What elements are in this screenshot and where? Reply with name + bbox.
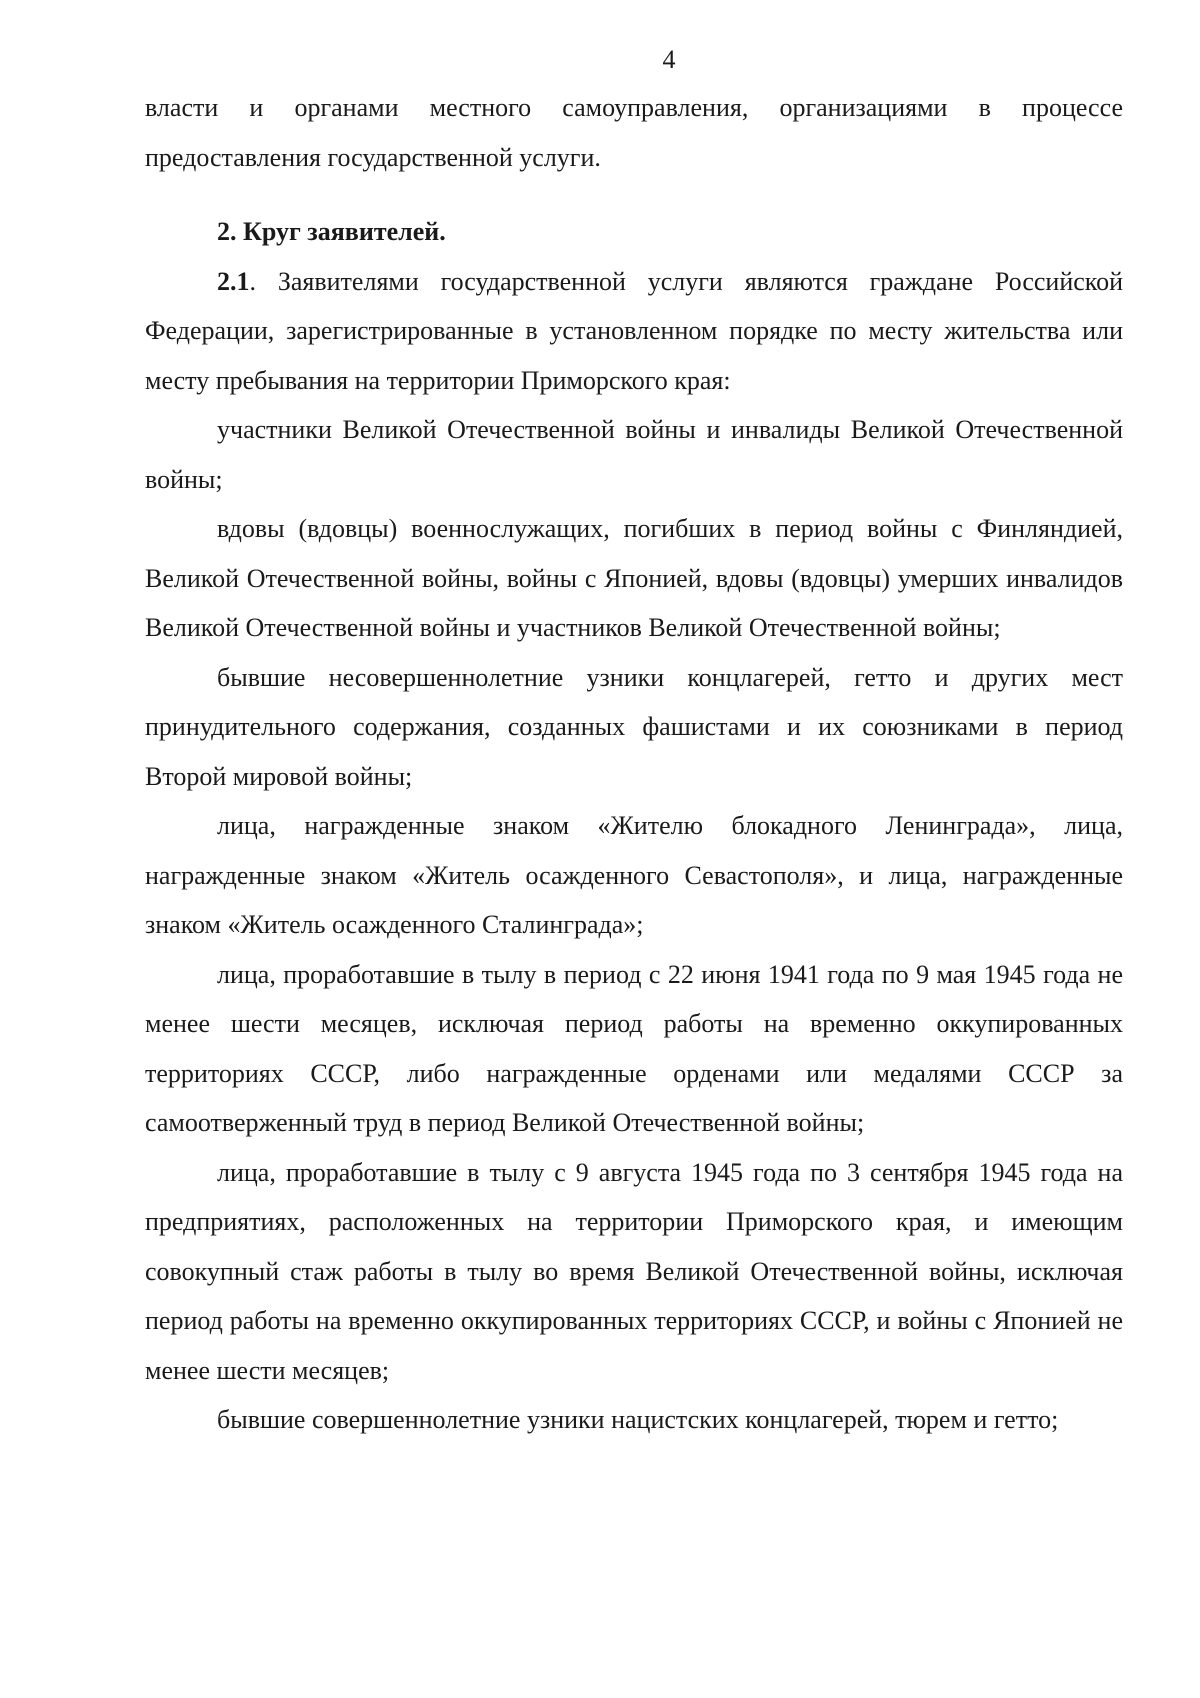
clause-number: 2.1 <box>217 266 250 296</box>
list-item: бывшие несовершеннолетние узники концлагерей, гетто и других мест принудительного содержания, созданных фашистами и их союзниками в период Второй мировой войны; <box>145 662 1123 791</box>
list-item: лица, проработавшие в тылу с 9 августа 1945 года по 3 сентября 1945 года на предприятиях, расположенных на территории Приморского края, и имеющим совокупный стаж работы в тылу во время Великой Отечественной войны, исключая период работы на временно оккупированных территориях СССР, и войны с Японией не менее шести месяцев; <box>145 1157 1123 1385</box>
clause-paragraph <box>145 257 1123 406</box>
page-number: 4 <box>662 45 676 74</box>
list-item: вдовы (вдовцы) военнослужащих, погибших в период войны с Финляндией, Великой Отечественной войны, войны с Японией, вдовы (вдовцы) умерших инвалидов Великой Отечественной войны и участников Великой Отечественной войны; <box>145 514 1123 642</box>
list-item: участники Великой Отечественной войны и инвалиды Великой Отечественной войны; <box>145 415 1123 494</box>
section-heading: 2. Круг заявителей. <box>217 217 446 246</box>
list-item: бывшие совершеннолетние узники нацистских концлагерей, тюрем и гетто; <box>217 1405 1059 1434</box>
list-item: лица, награжденные знаком «Жителю блокадного Ленинграда», лица, награжденные знаком «Житель осажденного Севастополя», и лица, награжденные знаком «Житель осажденного Сталинграда»; <box>145 811 1123 939</box>
list-item: лица, проработавшие в тылу в период с 22 июня 1941 года по 9 мая 1945 года не менее шести месяцев, исключая период работы на временно оккупированных территориях СССР, либо награжденные орденами или медалями СССР за самоотверженный труд в период Великой Отечественной войны; <box>145 959 1123 1137</box>
document-body <box>145 83 1123 1445</box>
clause-text: . Заявителями государственной услуги являются граждане Российской Федерации, зарегистрированные в установленном порядке по месту жительства или месту пребывания на территории Приморского края: <box>145 266 1123 395</box>
continuation-paragraph: власти и органами местного самоуправления, организациями в процессе предоставления государственной услуги. <box>145 93 1123 172</box>
